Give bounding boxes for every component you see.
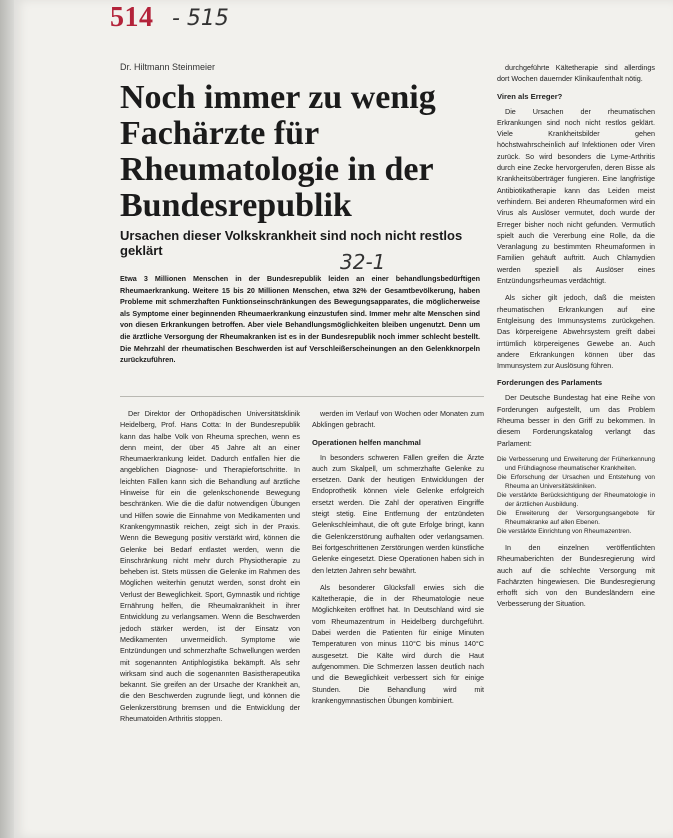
body-paragraph: In den einzelnen veröffentlichten Rheumaberichten der Bundesregierung wird auch auf die schlechte Versorgung mit Fachärzten hingewiesen. Die Bundesregierung erhofft sich von den Bundesländern eine Verbesserung der Situation. [497, 542, 655, 609]
column-1 [120, 408, 300, 730]
list-item: Die Erforschung der Ursachen und Entstehung von Rheuma an Universitätskliniken. [497, 473, 655, 490]
demands-list [497, 455, 655, 536]
article-author: Dr. Hiltmann Steinmeier [120, 62, 216, 72]
handwritten-note: 32-1 [340, 250, 386, 274]
body-paragraph: Als besonderer Glücksfall erwies sich die Kältetherapie, die in der Rheumatologie neue Möglichkeiten eröffnet hat. In Deutschland wird sie vom Rheumazentrum in Heidelberg durchgeführt. Dabei werden die Patienten für einige Minuten Temperaturen von minus 110°C bis minus 140°C ausgesetzt. Die Kälte wird durch die Haut aufgenommen. Die Schmerzen lassen deutlich nach und die Beweglichkeit verbessert sich für einige Stunden. Die Behandlung wird mit krankengymnastischen Übungen kombiniert. [312, 582, 484, 705]
list-item: Die Verbesserung und Erweiterung der Früherkennung und Frühdiagnose rheumatischer Krankheiten. [497, 455, 655, 472]
list-item: Die Erweiterung der Versorgungsangebote für Rheumakranke auf allen Ebenen. [497, 509, 655, 526]
section-divider [120, 396, 484, 397]
section-heading: Operationen helfen manchmal [312, 437, 421, 447]
list-item: Die verstärkte Einrichtung von Rheumazentren. [497, 527, 632, 535]
article-title: Noch immer zu wenig Fachärzte für Rheumatologie in der Bundesrepublik [120, 79, 436, 224]
list-item: Die verstärkte Berücksichtigung der Rheumatologie in der ärztlichen Ausbildung. [497, 491, 655, 508]
page-number: 514 [110, 2, 154, 33]
page-gutter-shadow [0, 0, 14, 838]
column-2 [312, 408, 484, 712]
body-paragraph: Als sicher gilt jedoch, daß die meisten rheumatischen Erkrankungen auf eine Entgleisung des Immunsystems zurückgehen. Das körpereigene Abwehrsystem greift dabei irrtümlich körpereigenes Gewebe an. Auch andere Erkrankungen können über das Immunsystem zur Auslösung führen. [497, 293, 655, 371]
article-lead: Etwa 3 Millionen Menschen in der Bundesrepublik leiden an einer behandlungsbedürftigen Rheumaerkrankung. Weitere 15 bis 20 Millionen Menschen, etwa 32% der Gesamtbevölkerung, haben Probleme mit schmerzhaften Funktionseinschränkungen des Bewegungsapparates, die möglicherweise als Symptome einer beginnenden Rheumaerkrankung einzustufen sind. Immer mehr alte Menschen sind von diesen Erkrankungen betroffen. Aber viele Behandlungsmöglichkeiten bleiben ungenutzt. Denn um die ärztliche Versorgung der Rheumakranken ist es in der Bundesrepublik noch immer schlecht bestellt. Die Mehrzahl der rheumatischen Beschwerden ist auf Verschleißerscheinungen an den Gelenkknorpeln zurückzuführen. [120, 274, 480, 365]
section-heading: Viren als Erreger? [497, 91, 563, 101]
column-3 [497, 62, 655, 616]
body-paragraph: In besonders schweren Fällen greifen die Ärzte auch zum Skalpell, um schmerzhafte Gelenke zu ersetzen. Dank der heutigen Entwicklungen der Endoprothetik können viele Gelenke erfolgreich ersetzt werden. Die Zahl der operativen Eingriffe steigt stetig. Eine Entfernung der entzündeten Gelenkschleimhaut, die oft gute Erfolge bringt, kann die Gelenkzerstörung aufhalten oder verlangsamen. Bei fortgeschrittenen Zerstörungen werden künstliche Gelenke eingesetzt. Diese Operationen haben sich in den letzten Jahren sehr bewährt. [312, 452, 484, 575]
body-paragraph: durchgeführte Kältetherapie sind allerdings dort Wochen dauernder Klinikaufenthalt nötig. [497, 63, 655, 84]
body-paragraph: Der Deutsche Bundestag hat eine Reihe von Forderungen aufgestellt, um das Problem Rheuma besser in den Griff zu bekommen. In diesem Forderungskatalog verlangt das Parlament: [497, 393, 655, 448]
section-heading: Forderungen des Parlaments [497, 378, 603, 388]
article-subtitle: Ursachen dieser Volkskrankheit sind noch nicht restlos geklärt [120, 228, 463, 258]
body-paragraph: Die Ursachen der rheumatischen Erkrankungen sind noch nicht restlos geklärt. Viele Krankheitsbilder gehen höchstwahrscheinlich auf Infektionen oder Viren zurück. So wird besonders die Lyme-Arthritis durch eine Zecke hervorgerufen, deren Bisse als Krankheitsüberträger fungieren. Eine langfristige Antibiotikatherapie kann das Leiden meist verhindern. Bei anderen Rheumaformen wird ein Virus als Auslöser vermutet, doch wurde der Erreger bisher noch nicht gefunden. Vermutlich spielt auch die Vererbung eine Rolle, da die Veranlagung zu bestimmten Rheumaformen in Familien gehäuft auftritt. Auch Chlamydien werden speziell als Auslöser eines Entzündungsrheumas verdächtigt. [497, 106, 655, 286]
handwritten-page-ref: - 515 [172, 6, 229, 31]
body-paragraph: werden im Verlauf von Wochen oder Monaten zum Abklingen gebracht. [312, 409, 484, 430]
body-paragraph: Der Direktor der Orthopädischen Universitätsklinik Heidelberg, Prof. Hans Cotta: In der Bundesrepublik kann das halbe Volk von Rheuma sprechen, wenn es denn meint, der über 45 Jahre alt an einer Rheumaerkrankung leidet. Dadurch entfallen hier die angeblichen Diagnose- und Therapiefortschritte. In leichten Fällen kann sich die Behandlung auf ärztliche Hinweise für ein die gelenkschonende Bewegung beschränken. Wie die die dafür notwendigen Übungen und Hilfen sowie die Einnahme von Medikamenten und Krankengymnastik reichen, zeigt sich in der Praxis. Wenn die Bewegung positiv verstärkt wird, können die Gelenke bei Bedarf entlastet werden, wenn die Einschränkung nicht mehr durch Physiotherapie zu beheben ist. Stets müssen die Gelenke im Rahmen des Möglichen weiterhin genutzt werden, sonst droht ein Verlust der Beweglichkeit. Sport, Gymnastik und richtige Ernährung helfen, die Rheumakrankheit in ihrer Entwicklung zu verlangsamen. Wenn die Beschwerden jedoch stärker werden, ist der Einsatz von Medikamenten unvermeidlich. Symptome wie Entzündungen und schmerzhafte Schwellungen werden mit sogenannten Antiphlogistika bekämpft. Als sehr wirksam sind auch die sogenannten Basistherapeutika bekannt. Sie greifen an der Ursache der Krankheit an, die den Beschwerden zugrunde liegt, und können die Gelenkzerstörung bremsen und die Entwicklung der Rheumatoiden Arthritis stoppen. [120, 409, 300, 724]
